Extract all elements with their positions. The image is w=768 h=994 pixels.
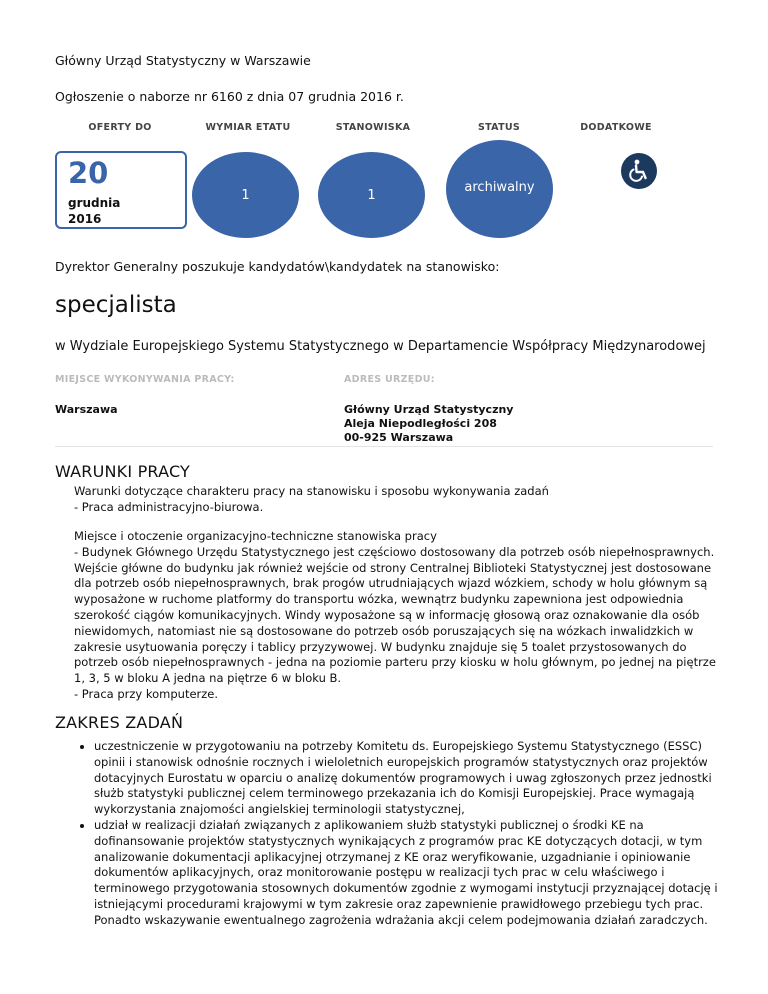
conditions-line: niewidomych, natomiast nie są dostosowane do potrzeb osób poruszających się na wózkach inwalidzkich w xyxy=(74,623,694,638)
col-status: STATUS xyxy=(477,122,521,133)
conditions-p1 xyxy=(74,484,549,516)
tasks-heading: ZAKRES ZADAŃ xyxy=(55,713,184,732)
task-line: istniejącymi procedurami krajowymi w tym zakresie oraz zapewnienie prawidłowego przebiegu tych prac. xyxy=(94,896,704,911)
address-label: ADRES URZĘDU: xyxy=(344,374,435,385)
task-line: Ponadto wskazywanie ewentualnego zagrożenia wdrażania akcji celem podejmowania działań zaradczych. xyxy=(94,912,708,927)
conditions-line: - Praca administracyjno-biurowa. xyxy=(74,499,264,514)
organization-name: Główny Urząd Statystyczny w Warszawie xyxy=(55,53,311,68)
position-title: specjalista xyxy=(55,292,177,318)
col-offers-until: OFERTY DO xyxy=(88,122,152,133)
conditions-line: Warunki dotyczące charakteru pracy na stanowisku i sposobu wykonywania zadań xyxy=(74,484,549,498)
tasks-list-wrap xyxy=(74,739,764,929)
conditions-line: potrzeb osób niepełnosprawnych - jedna na poziomie parteru przy kiosku w holu głównym, po jednej na piętrze xyxy=(74,655,716,670)
announcement-title: Ogłoszenie o naborze nr 6160 z dnia 07 grudnia 2016 r. xyxy=(55,89,404,104)
conditions-heading: WARUNKI PRACY xyxy=(55,462,191,481)
status-circle xyxy=(446,140,553,238)
conditions-line: zakresie usytuowania poręczy i tablicy przyzywowej. W budynku znajduje się 5 toalet przystosowanych do xyxy=(74,639,687,654)
deadline-box xyxy=(55,151,187,229)
address-block xyxy=(344,403,513,445)
conditions-line: szerokość ciągów komunikacyjnych. Windy wyposażone są w informację głosową oraz oznakowanie dla osób xyxy=(74,607,700,622)
conditions-line: - Praca przy komputerze. xyxy=(74,686,219,701)
intro-text: Dyrektor Generalny poszukuje kandydatów\kandydatek na stanowisko: xyxy=(55,259,500,274)
wheelchair-icon xyxy=(621,153,657,189)
conditions-line: wyposażone w ruchome platformy do transportu wózka, wewnątrz budynku zapewniona jest odpowiednia xyxy=(74,592,684,607)
deadline-month: grudnia xyxy=(68,196,121,210)
task-line: wykorzystania znajomości angielskiej terminologii statystycznej, xyxy=(94,802,465,817)
conditions-line: Miejsce i otoczenie organizacyjno-techniczne stanowiska pracy xyxy=(74,529,437,543)
status-value: archiwalny xyxy=(464,180,535,195)
col-additional: DODATKOWE xyxy=(580,122,652,133)
work-time-circle xyxy=(192,152,299,238)
task-line: dotacyjnych Eurostatu w oparciu o analizę dokumentów programowych i uwag zgłoszonych przez jednostki xyxy=(94,770,712,785)
task-line: dofinansowanie projektów statystycznych wynikających z programów prac KE dotyczących dotacji, w tym xyxy=(94,833,703,848)
col-positions: STANOWISKA xyxy=(335,122,411,133)
deadline-year: 2016 xyxy=(68,212,102,226)
positions-value: 1 xyxy=(367,187,376,203)
tasks-list xyxy=(74,739,764,929)
task-line: • uczestniczenie w przygotowaniu na potrzeby Komitetu ds. Europejskiego Systemu Statystycznego (ESSC) xyxy=(94,739,702,753)
conditions-line: 1, 3, 5 w bloku A jedna na piętrze 6 w bloku B. xyxy=(74,671,342,686)
work-time-value: 1 xyxy=(241,187,250,203)
conditions-line: - Budynek Głównego Urzędu Statystycznego jest częściowo dostosowany dla potrzeb osób niepełnosprawnych. xyxy=(74,544,715,559)
task-line: opinii i stanowisk odnośnie rocznych i wieloletnich europejskich programów statystycznych oraz projektów xyxy=(94,754,708,769)
col-work-time: WYMIAR ETATU xyxy=(205,122,291,133)
divider xyxy=(55,446,713,447)
task-line: • udział w realizacji działań związanych z aplikowaniem służb statystyki publicznej o środki KE na xyxy=(94,817,644,832)
address-line: Aleja Niepodległości 208 xyxy=(344,417,497,430)
place-value: Warszawa xyxy=(55,403,118,416)
task-line: terminowego przygotowania stosownych dokumentów zgodnie z wymogami instytucji przyznającej dotację i xyxy=(94,881,718,896)
address-line: 00-925 Warszawa xyxy=(344,431,454,444)
list-item xyxy=(94,739,764,818)
deadline-day: 20 xyxy=(68,156,109,190)
conditions-line: Wejście główne do budynku jak również wejście od strony Centralnej Biblioteki Statystycznej jest dostosowane xyxy=(74,560,712,575)
task-line: dokumentów aplikacyjnych, oraz monitorowanie postępu w realizacji tych prac w celu właściwego i xyxy=(94,865,665,880)
positions-circle xyxy=(318,152,425,238)
department-text: w Wydziale Europejskiego Systemu Statystycznego w Departamencie Współpracy Międzynarodowej xyxy=(55,339,706,354)
task-line: analizowanie dokumentacji aplikacyjnej otrzymanej z KE oraz weryfikowanie, uzgadnianie i opiniowanie xyxy=(94,849,691,864)
place-label: MIEJSCE WYKONYWANIA PRACY: xyxy=(55,374,235,385)
task-line: służb statystyki publicznej celem terminowego przekazania ich do Komisji Europejskiej. Prace wymagają xyxy=(94,786,695,801)
address-line: Główny Urząd Statystyczny xyxy=(344,403,514,416)
conditions-line: dla potrzeb osób niepełnosprawnych, brak progów utrudniających wjazd wózkiem, schody w holu głównym są xyxy=(74,576,708,591)
list-item xyxy=(94,818,764,929)
conditions-p2 xyxy=(74,529,716,703)
